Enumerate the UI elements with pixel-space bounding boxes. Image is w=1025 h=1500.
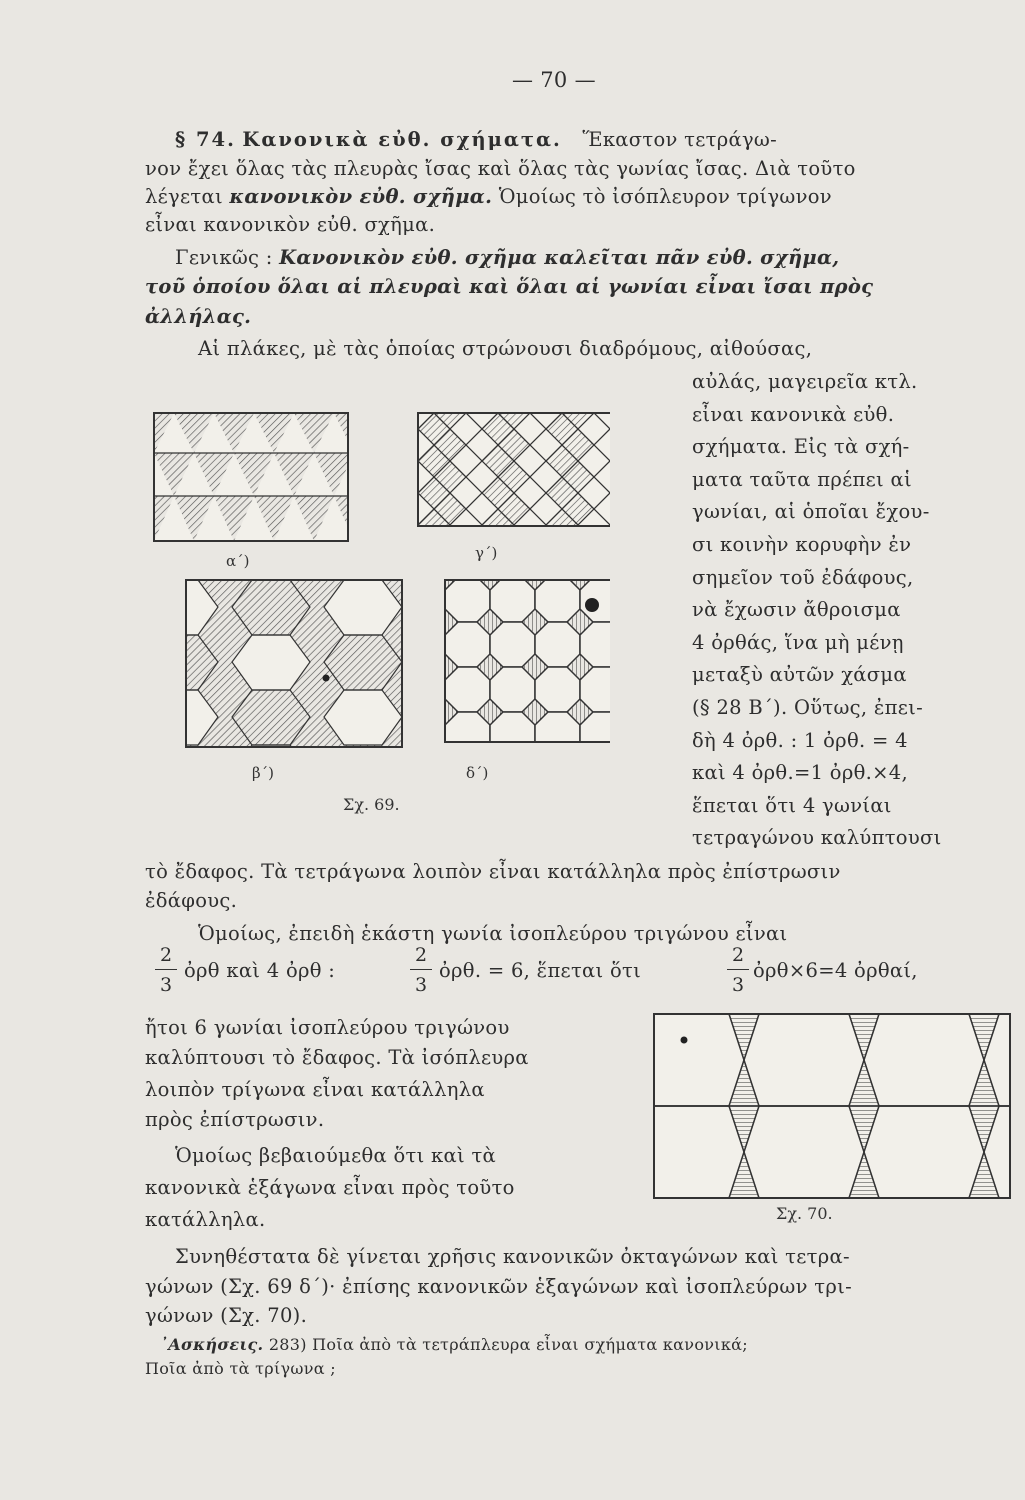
- section-number: § 74.: [175, 128, 236, 151]
- tiles-right-line: αὐλάς, μαγειρεῖα κτλ.: [692, 370, 918, 393]
- exercises-text1: 283) Ποῖα ἀπὸ τὰ τετράπλευρα εἶναι σχήματα κανονικά;: [268, 1335, 748, 1354]
- equation-part2: ὀρθ. = 6, ἕπεται ὅτι: [439, 959, 642, 982]
- octagon-tile: [445, 712, 490, 757]
- tiles-right-line: ματα ταῦτα πρέπει αἱ: [692, 467, 912, 491]
- triangle-left-line: καλύπτουσι τὸ ἔδαφος. Τὰ ἰσόπλευρα: [145, 1046, 529, 1069]
- figure-69b-hexagons: [140, 525, 402, 800]
- triangle-line1: Ὁμοίως, ἐπειδὴ ἑκάστη γωνία ἰσοπλεύρου τριγώνου εἶναι: [198, 922, 788, 945]
- equation-part1: ὀρθ καὶ 4 ὀρθ :: [184, 959, 336, 982]
- diamond-tile: [402, 525, 434, 557]
- section-line3: [145, 187, 832, 207]
- octagon-tile: [535, 622, 580, 667]
- tiles-right-line: μεταξὺ αὐτῶν χάσμα: [692, 663, 907, 687]
- tiles-right-line: σι κοινὴν κορυφὴν ἐν: [692, 533, 912, 556]
- octagon-tile: [490, 577, 535, 622]
- octagon-tile: [445, 667, 490, 712]
- tiles-right-line: καὶ 4 ὀρθ.=1 ὀρθ.×4,: [692, 761, 908, 785]
- diamond-tile: [594, 525, 610, 557]
- equation-part3: ὀρθ×6=4 ὀρθαί,: [753, 959, 918, 982]
- frac2-den: 3: [414, 974, 428, 996]
- label-d: δ΄): [466, 764, 489, 782]
- section-title: Κανονικὰ εὐθ. σχήματα.: [242, 128, 562, 151]
- section-heading: [175, 130, 777, 150]
- octagon-tile: [535, 712, 580, 757]
- octagon-tile: [490, 667, 535, 712]
- tiles-line1: Αἱ πλάκες, μὲ τὰς ὁποίας στρώνουσι διαδρόμους, αἰθούσας,: [198, 337, 813, 360]
- tiles-right-line: σημεῖον τοῦ ἐδάφους,: [692, 565, 914, 589]
- diamond-tile: [434, 525, 466, 557]
- exercises-line1: [160, 1337, 748, 1353]
- hexagon-text-line: Ὁμοίως βεβαιούμεθα ὅτι καὶ τὰ: [175, 1144, 497, 1167]
- frac3-den: 3: [731, 974, 745, 996]
- label-b: β΄): [252, 764, 275, 782]
- tiles-right-line: δὴ 4 ὀρθ. : 1 ὀρθ. = 4: [692, 728, 908, 752]
- label-c: γ΄): [475, 544, 498, 562]
- definition-text1: Κανονικὸν εὐθ. σχῆμα καλεῖται πᾶν εὐθ. σχῆμα,: [279, 246, 840, 269]
- section-line1-tail: Ἕκαστον τετράγω-: [582, 128, 778, 151]
- octagon-tile: [535, 667, 580, 712]
- octagon-tile: [445, 622, 490, 667]
- definition-line2: τοῦ ὁποίου ὅλαι αἱ πλευραὶ καὶ ὅλαι αἱ γωνίαι εἶναι ἴσαι πρὸς: [145, 275, 874, 298]
- section-line3-term: κανονικὸν εὐθ. σχῆμα.: [229, 185, 493, 208]
- closing-line1: Συνηθέστατα δὲ γίνεται χρῆσις κανονικῶν ὀκταγώνων καὶ τετρα-: [175, 1245, 850, 1268]
- frac3-bar: [727, 969, 749, 970]
- triangle-left-line: πρὸς ἐπίστρωσιν.: [145, 1108, 325, 1131]
- tiles-right-line: εἶναι κανονικὰ εὐθ.: [692, 402, 895, 426]
- octagon-tile: [535, 577, 580, 622]
- octagon-tile: [490, 712, 535, 757]
- octagon-tile: [490, 622, 535, 667]
- definition-line1: [175, 248, 839, 268]
- tiles-full-line2: ἐδάφους.: [145, 889, 238, 912]
- definition-lead: Γενικῶς :: [175, 246, 273, 269]
- section-line4: εἶναι κανονικὸν εὐθ. σχῆμα.: [145, 213, 436, 236]
- hexagon-text-line: κατάλληλα.: [145, 1208, 266, 1231]
- frac2-num: 2: [414, 944, 428, 966]
- figure-70: [650, 1010, 1020, 1225]
- figure-69d-octagons: [445, 577, 610, 757]
- page-number: — 70 —: [512, 68, 596, 92]
- frac3-num: 2: [731, 944, 745, 966]
- section-line3-b: Ὁμοίως τὸ ἰσόπλευρον τρίγωνον: [498, 185, 832, 208]
- exercises-line2: Ποῖα ἀπὸ τὰ τρίγωνα ;: [145, 1359, 336, 1378]
- figure-69: [140, 400, 610, 820]
- frac1-bar: [155, 969, 177, 970]
- hexagon-text-line: κανονικὰ ἑξάγωνα εἶναι πρὸς τοῦτο: [145, 1176, 515, 1199]
- figure-70-caption: Σχ. 70.: [776, 1204, 833, 1223]
- triangle-left-line: ἤτοι 6 γωνίαι ἰσοπλεύρου τριγώνου: [145, 1016, 510, 1039]
- tiles-full-line1: τὸ ἔδαφος. Τὰ τετράγωνα λοιπὸν εἶναι κατάλληλα πρὸς ἐπίστρωσιν: [145, 860, 841, 883]
- tiles-right-line: σχήματα. Εἰς τὰ σχή-: [692, 435, 910, 459]
- tiles-right-line: νὰ ἔχωσιν ἄθροισμα: [692, 598, 901, 622]
- diamond-tile: [498, 525, 530, 557]
- figure-69c-diamonds: [402, 400, 610, 557]
- tiles-right-line: ἕπεται ὅτι 4 γωνίαι: [692, 793, 892, 817]
- figure-69a-triangles: [140, 413, 374, 541]
- exercises-label: ᾿Ασκήσεις.: [160, 1335, 264, 1354]
- frac2-bar: [410, 969, 432, 970]
- diamond-tile: [562, 525, 594, 557]
- closing-line3: γώνων (Σχ. 70).: [145, 1304, 308, 1327]
- section-line2: νον ἔχει ὅλας τὰς πλευρὰς ἴσας καὶ ὅλας τὰς γωνίας ἴσας. Διὰ τοῦτο: [145, 157, 856, 180]
- frac1-den: 3: [159, 974, 173, 996]
- tiles-right-line: τετραγώνου καλύπτουσι: [692, 826, 942, 850]
- closing-line2: γώνων (Σχ. 69 δ΄)· ἐπίσης κανονικῶν ἑξαγώνων καὶ ἰσοπλεύρων τρι-: [145, 1275, 852, 1298]
- tiles-right-line: 4 ὀρθάς, ἵνα μὴ μένῃ: [692, 630, 904, 654]
- octagon-tile: [445, 577, 490, 622]
- triangle-left-line: λοιπὸν τρίγωνα εἶναι κατάλληλα: [145, 1078, 485, 1101]
- tiles-right-line: γωνίαι, αἱ ὁποῖαι ἔχου-: [692, 500, 930, 524]
- definition-line3: ἀλλήλας.: [145, 305, 252, 328]
- tiles-right-line: (§ 28 Β΄). Οὕτως, ἐπει-: [692, 696, 924, 719]
- diamond-tile: [530, 525, 562, 557]
- section-line3-a: λέγεται: [145, 185, 223, 208]
- frac1-num: 2: [159, 944, 173, 966]
- figure-69-caption: Σχ. 69.: [343, 795, 400, 814]
- label-a: α΄): [226, 552, 250, 570]
